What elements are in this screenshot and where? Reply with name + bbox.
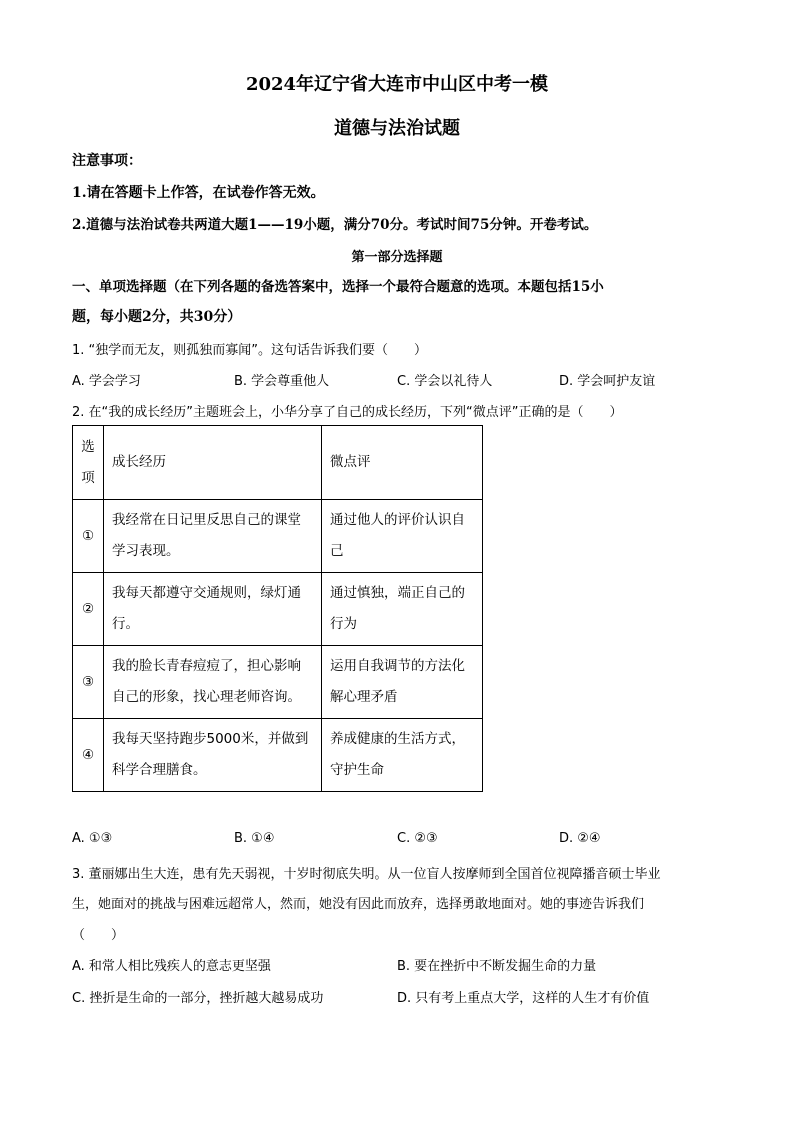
header-comment: 微点评	[322, 426, 483, 500]
row-number: ②	[73, 573, 104, 646]
comment-cell: 运用自我调节的方法化 解心理矛盾	[322, 646, 483, 719]
q2-stem: 2. 在“我的成长经历”主题班会上，小华分享了自己的成长经历，下列“微点评”正确的是（ ）	[72, 405, 623, 420]
experience-cell: 我每天都遵守交通规则，绿灯通 行。	[104, 573, 322, 646]
q3-stem-line-3: （ ）	[72, 928, 125, 943]
header-experience: 成长经历	[104, 426, 322, 500]
q3-option-c[interactable]: C. 挫折是生命的一部分，挫折越大越易成功	[72, 991, 324, 1006]
section-heading-line-1: 一、单项选择题（在下列各题的备选答案中，选择一个最符合题意的选项。本题包括15小	[72, 279, 604, 295]
section-heading-line-2: 题，每小题2分，共30分）	[72, 309, 242, 325]
experience-cell: 我经常在日记里反思自己的课堂 学习表现。	[104, 500, 322, 573]
q3-stem-line-2: 生，她面对的挑战与困难远超常人，然而，她没有因此而放弃，选择勇敢地面对。她的事迹告诉我们	[72, 897, 645, 912]
table-row	[73, 573, 483, 646]
q2-option-c[interactable]: C. ②③	[397, 831, 438, 846]
q3-stem-line-1: 3. 董丽娜出生大连，患有先天弱视，十岁时彻底失明。从一位盲人按摩师到全国首位视障播音硕士毕业	[72, 867, 661, 882]
comment-cell: 养成健康的生活方式， 守护生命	[322, 719, 483, 792]
part1-title: 第一部分选择题	[351, 250, 443, 265]
header-option-char-1: 选	[81, 438, 95, 455]
table-row	[73, 719, 483, 792]
exam-title: 2024年辽宁省大连市中山区中考一模	[245, 74, 549, 95]
q3-option-a[interactable]: A. 和常人相比残疾人的意志更坚强	[72, 959, 271, 974]
q3-option-d[interactable]: D. 只有考上重点大学，这样的人生才有价值	[397, 991, 650, 1006]
q1-stem: 1. “独学而无友，则孤独而寡闻”。这句话告诉我们要（ ）	[72, 343, 428, 358]
experience-cell: 我每天坚持跑步5000米，并做到 科学合理膳食。	[104, 719, 322, 792]
comment-cell: 通过慎独，端正自己的 行为	[322, 573, 483, 646]
q1-option-a[interactable]: A. 学会学习	[72, 374, 141, 389]
experience-cell: 我的脸长青春痘痘了，担心影响 自己的形象，找心理老师咨询。	[104, 646, 322, 719]
table-header-row	[73, 426, 483, 500]
q2-table	[72, 425, 483, 792]
table-row	[73, 500, 483, 573]
row-number: ④	[73, 719, 104, 792]
q2-option-d[interactable]: D. ②④	[559, 831, 601, 846]
notes-line-1: 1.请在答题卡上作答，在试卷作答无效。	[72, 185, 325, 201]
notes-line-2: 2.道德与法治试卷共两道大题1——19小题，满分70分。考试时间75分钟。开卷考试。	[72, 217, 598, 233]
header-option-char-2: 项	[81, 469, 95, 486]
q2-option-a[interactable]: A. ①③	[72, 831, 113, 846]
table-row	[73, 646, 483, 719]
q1-option-d[interactable]: D. 学会呵护友谊	[559, 374, 656, 389]
q1-option-b[interactable]: B. 学会尊重他人	[234, 374, 330, 389]
q2-option-b[interactable]: B. ①④	[234, 831, 275, 846]
row-number: ③	[73, 646, 104, 719]
exam-subtitle: 道德与法治试题	[334, 118, 460, 139]
notes-heading: 注意事项：	[72, 153, 142, 169]
row-number: ①	[73, 500, 104, 573]
header-option-cell	[73, 426, 104, 500]
comment-cell: 通过他人的评价认识自 己	[322, 500, 483, 573]
q1-option-c[interactable]: C. 学会以礼待人	[397, 374, 493, 389]
q3-option-b[interactable]: B. 要在挫折中不断发掘生命的力量	[397, 959, 597, 974]
